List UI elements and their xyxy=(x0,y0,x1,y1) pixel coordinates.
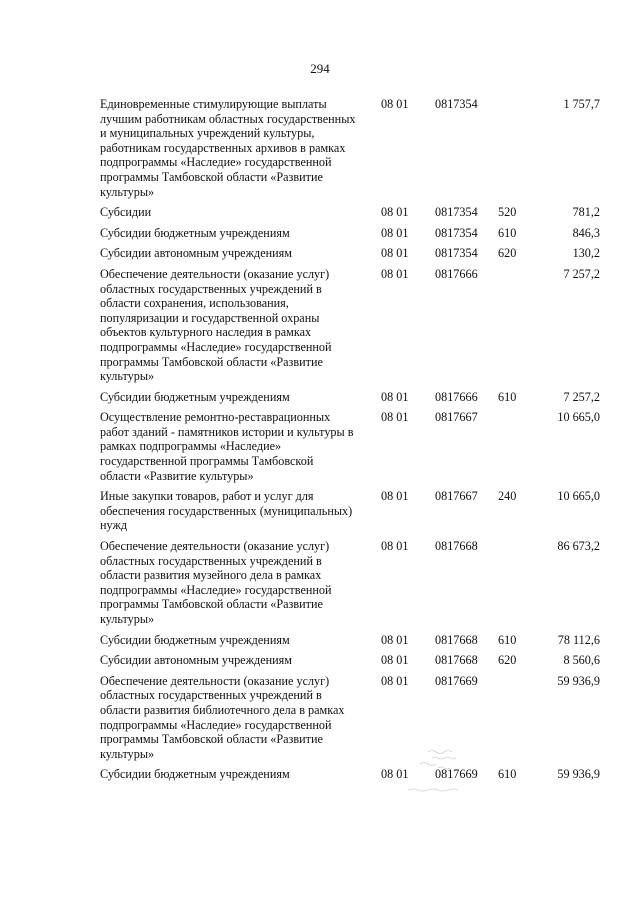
table-row xyxy=(0,226,640,241)
row-amount: 1 757,7 xyxy=(563,97,600,111)
table-row xyxy=(0,489,640,533)
row-amount: 7 257,2 xyxy=(563,389,600,404)
row-description: Субсидии автономным учреждениям xyxy=(100,246,292,261)
row-section-code: 08 01 xyxy=(381,266,409,281)
row-amount: 78 112,6 xyxy=(557,632,600,647)
row-description: Иные закупки товаров, работ и услуг для обеспечения государственных (муниципальных) нужд xyxy=(100,489,353,533)
budget-table xyxy=(0,97,640,788)
row-description: Субсидии бюджетным учреждениям xyxy=(100,767,290,782)
row-target-article: 0817354 xyxy=(435,97,478,111)
row-amount: 8 560,6 xyxy=(563,653,600,668)
row-target-article: 0817668 xyxy=(435,632,478,647)
row-description: Осуществление ремонтно-реставрационных работ зданий - памятников истории и культуры в рамках подпрограммы «Наследие» государственной программы Тамбовской области «Развитие культуры» xyxy=(100,410,354,483)
row-expense-type: 610 xyxy=(498,632,517,647)
row-target-article: 0817668 xyxy=(435,539,478,554)
row-amount: 846,3 xyxy=(572,225,600,240)
row-section-code: 08 01 xyxy=(381,246,409,261)
row-amount: 781,2 xyxy=(572,205,600,220)
row-section-code: 08 01 xyxy=(381,389,409,404)
row-section-code: 08 01 xyxy=(381,205,409,220)
table-row xyxy=(0,246,640,261)
row-description: Единовременные стимулирующие выплаты лучшим работникам областных государственных и муниципальных учреждений культуры, работникам государственных архивов в рамках подпрограммы «Наследие» государственной программы Тамбовской области «Развитие культуры» xyxy=(100,97,356,199)
row-description: Обеспечение деятельности (оказание услуг) областных государственных учреждений в области развития музейного дела в рамках подпрограммы «Наследие» государственной программы Тамбовской области «Развитие культуры» xyxy=(100,539,332,626)
table-row xyxy=(0,539,640,627)
table-row xyxy=(0,633,640,648)
row-expense-type: 240 xyxy=(498,489,517,504)
row-description: Субсидии автономным учреждениям xyxy=(100,653,292,668)
row-expense-type: 610 xyxy=(498,767,517,782)
row-target-article: 0817667 xyxy=(435,410,478,425)
row-description: Обеспечение деятельности (оказание услуг) областных государственных учреждений в области развития библиотечного дела в рамках подпрограммы «Наследие» государственной программы Тамбовской области «Развитие культуры» xyxy=(100,673,345,761)
row-description: Субсидии бюджетным учреждениям xyxy=(100,389,290,404)
row-amount: 7 257,2 xyxy=(563,266,600,281)
row-section-code: 08 01 xyxy=(381,767,409,782)
row-description: Обеспечение деятельности (оказание услуг) областных государственных учреждений в области сохранения, использования, популяризации и государственной охраны объектов культурного наследия в рамках подпрограммы «Наследие» государственной программы Тамбовской области «Развитие культуры» xyxy=(100,266,332,384)
row-amount: 130,2 xyxy=(572,246,600,261)
faint-stamp-mark xyxy=(398,742,488,800)
row-target-article: 0817666 xyxy=(435,266,478,281)
row-target-article: 0817666 xyxy=(435,389,478,404)
row-amount: 10 665,0 xyxy=(557,410,600,425)
row-target-article: 0817354 xyxy=(435,246,478,261)
row-target-article: 0817668 xyxy=(435,653,478,668)
row-expense-type: 610 xyxy=(498,389,517,404)
row-section-code: 08 01 xyxy=(381,97,409,111)
table-row xyxy=(0,653,640,668)
row-section-code: 08 01 xyxy=(381,632,409,647)
table-row xyxy=(0,205,640,220)
table-row xyxy=(0,390,640,405)
row-amount: 59 936,9 xyxy=(557,767,600,782)
table-row xyxy=(0,767,640,782)
table-row xyxy=(0,674,640,762)
row-section-code: 08 01 xyxy=(381,539,409,554)
table-row xyxy=(0,97,640,199)
row-section-code: 08 01 xyxy=(381,225,409,240)
row-target-article: 0817667 xyxy=(435,489,478,504)
row-amount: 10 665,0 xyxy=(557,489,600,504)
row-description: Субсидии бюджетным учреждениям xyxy=(100,632,290,647)
table-row xyxy=(0,410,640,483)
row-target-article: 0817669 xyxy=(435,673,478,688)
row-section-code: 08 01 xyxy=(381,673,409,688)
row-description: Субсидии xyxy=(100,205,152,220)
table-row xyxy=(0,267,640,384)
row-target-article: 0817669 xyxy=(435,767,478,782)
row-amount: 86 673,2 xyxy=(557,539,600,554)
row-amount: 59 936,9 xyxy=(557,673,600,688)
row-target-article: 0817354 xyxy=(435,205,478,220)
row-description: Субсидии бюджетным учреждениям xyxy=(100,225,290,240)
row-section-code: 08 01 xyxy=(381,653,409,668)
row-section-code: 08 01 xyxy=(381,489,409,504)
row-expense-type: 620 xyxy=(498,246,517,261)
page-number: 294 xyxy=(310,61,330,76)
row-expense-type: 610 xyxy=(498,225,517,240)
row-section-code: 08 01 xyxy=(381,410,409,425)
row-target-article: 0817354 xyxy=(435,225,478,240)
row-expense-type: 520 xyxy=(498,205,517,220)
row-expense-type: 620 xyxy=(498,653,517,668)
